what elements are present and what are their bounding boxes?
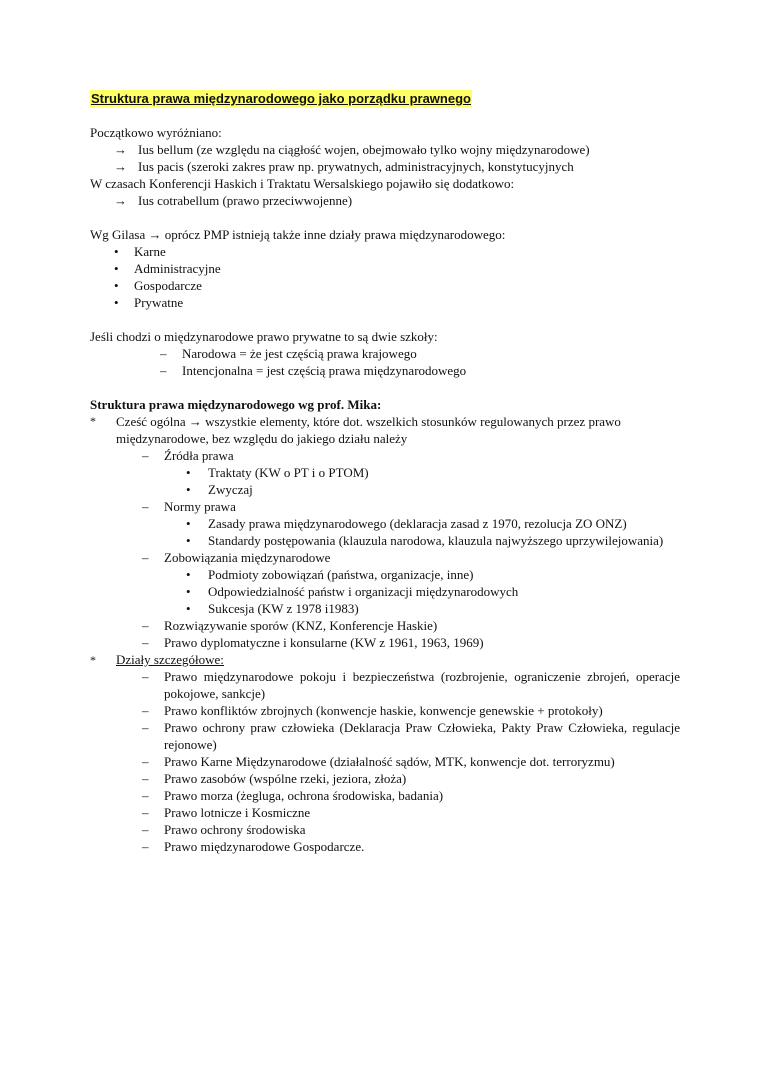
bullet-icon: • (114, 244, 119, 259)
dash-icon: – (142, 499, 149, 514)
bullet-item: • Standardy postępowania (klauzula narodowa, klauzula najwyższego uprzywilejowania) (186, 533, 664, 548)
bullet-icon: • (114, 278, 119, 293)
bullet-item: • Podmioty zobowiązań (państwa, organizacje, inne) (186, 567, 474, 582)
private-lead: Jeśli chodzi o międzynarodowe prawo prywatne to są dwie szkoły: (90, 329, 438, 344)
right-arrow-icon: → (114, 193, 127, 208)
general-part (90, 413, 680, 447)
bullet-icon: • (186, 516, 191, 531)
dash-item: – Prawo międzynarodowe pokoju i bezpieczeństwa (rozbrojenie, ograniczenie zbrojeń, operacje pokojowe, sankcje) (142, 669, 680, 701)
dash-icon: – (142, 635, 149, 650)
bullet-item: • Zasady prawa międzynarodowego (deklaracja zasad z 1970, rezolucja ZO ONZ) (186, 516, 627, 531)
dash-icon: – (142, 805, 149, 820)
dash-item: – Prawo międzynarodowe Gospodarcze. (142, 839, 365, 854)
dash-icon: – (142, 703, 149, 718)
dash-item: – Narodowa = że jest częścią prawa krajowego (160, 346, 417, 361)
dash-icon: – (142, 771, 149, 786)
document-title: Struktura prawa międzynarodowego jako porządku prawnego (91, 91, 471, 106)
right-arrow-icon: → (114, 159, 127, 174)
dash-item: – Prawo zasobów (wspólne rzeki, jeziora, złoża) (142, 771, 407, 786)
intro-lead: Początkowo wyróżniano: (90, 125, 222, 140)
list-item: • Administracyjne (90, 260, 680, 277)
list-item: • Gospodarcze (90, 277, 680, 294)
dash-item: – Prawo konfliktów zbrojnych (konwencje haskie, konwencje genewskie + protokoły) (142, 703, 603, 718)
arrow-item: → Ius bellum (ze względu na ciągłość wojen, obejmowało tylko wojny międzynarodowe) (114, 142, 590, 157)
title-line (90, 90, 680, 107)
list-item: • Karne (90, 243, 680, 260)
specific-part (90, 651, 680, 668)
general-part-text: Cześć ogólna → wszystkie elementy, które dot. wszelkich stosunków regulowanych przez prawo międzynarodowe, bez względu do jakiego działu należy (116, 414, 621, 446)
list-item: • Prywatne (90, 294, 680, 311)
bullet-item: • Odpowiedzialność państw i organizacji międzynarodowych (186, 584, 519, 599)
specific-part-label: Działy szczegółowe: (116, 652, 224, 667)
dash-item: – Zobowiązania międzynarodowe (142, 550, 331, 565)
dash-icon: – (142, 720, 149, 735)
bullet-icon: • (186, 482, 191, 497)
dash-icon: – (142, 669, 149, 684)
bullet-icon: • (186, 567, 191, 582)
dash-item: – Prawo dyplomatyczne i konsularne (KW z 1961, 1963, 1969) (142, 635, 484, 650)
bullet-item: • Traktaty (KW o PT i o PTOM) (186, 465, 369, 480)
bullet-icon: • (114, 261, 119, 276)
document-page (90, 90, 680, 855)
bullet-icon: • (186, 533, 191, 548)
dash-item: – Źródła prawa (142, 448, 234, 463)
dash-icon: – (142, 788, 149, 803)
bullet-item: • Zwyczaj (186, 482, 253, 497)
dash-item: – Prawo ochrony środowiska (142, 822, 306, 837)
bullet-item: • Sukcesja (KW z 1978 i1983) (186, 601, 359, 616)
dash-item: – Prawo Karne Międzynarodowe (działalność sądów, MTK, konwencje dot. terroryzmu) (142, 754, 615, 769)
dash-item: – Prawo lotnicze i Kosmiczne (142, 805, 311, 820)
second-lead: W czasach Konferencji Haskich i Traktatu Wersalskiego pojawiło się dodatkowo: (90, 176, 515, 191)
bullet-icon: • (186, 584, 191, 599)
dash-icon: – (142, 822, 149, 837)
dash-icon: – (142, 550, 149, 565)
gilas-lead: Wg Gilasa → oprócz PMP istnieją także inne działy prawa międzynarodowego: (90, 227, 506, 242)
arrow-item: → Ius cotrabellum (prawo przeciwwojenne) (114, 193, 353, 208)
dash-icon: – (142, 448, 149, 463)
dash-icon: – (160, 346, 167, 361)
bullet-icon: • (114, 295, 119, 310)
dash-item: – Rozwiązywanie sporów (KNZ, Konferencje Haskie) (142, 618, 438, 633)
dash-item: – Prawo ochrony praw człowieka (Deklaracja Praw Człowieka, Pakty Praw Człowieka, regulacje rejonowe) (142, 720, 680, 752)
dash-icon: – (142, 839, 149, 854)
mika-heading: Struktura prawa międzynarodowego wg prof. Mika: (90, 397, 382, 412)
star-bullet-icon: * (90, 414, 96, 428)
dash-item: – Prawo morza (żegluga, ochrona środowiska, badania) (142, 788, 444, 803)
bullet-icon: • (186, 465, 191, 480)
star-bullet-icon: * (90, 653, 96, 667)
dash-item: – Normy prawa (142, 499, 236, 514)
dash-item: – Intencjonalna = jest częścią prawa międzynarodowego (160, 363, 467, 378)
dash-icon: – (142, 754, 149, 769)
arrow-item: → Ius pacis (szeroki zakres praw np. prywatnych, administracyjnych, konstytucyjnych (114, 159, 574, 174)
dash-icon: – (142, 618, 149, 633)
right-arrow-icon: → (114, 142, 127, 157)
bullet-icon: • (186, 601, 191, 616)
dash-icon: – (160, 363, 167, 378)
